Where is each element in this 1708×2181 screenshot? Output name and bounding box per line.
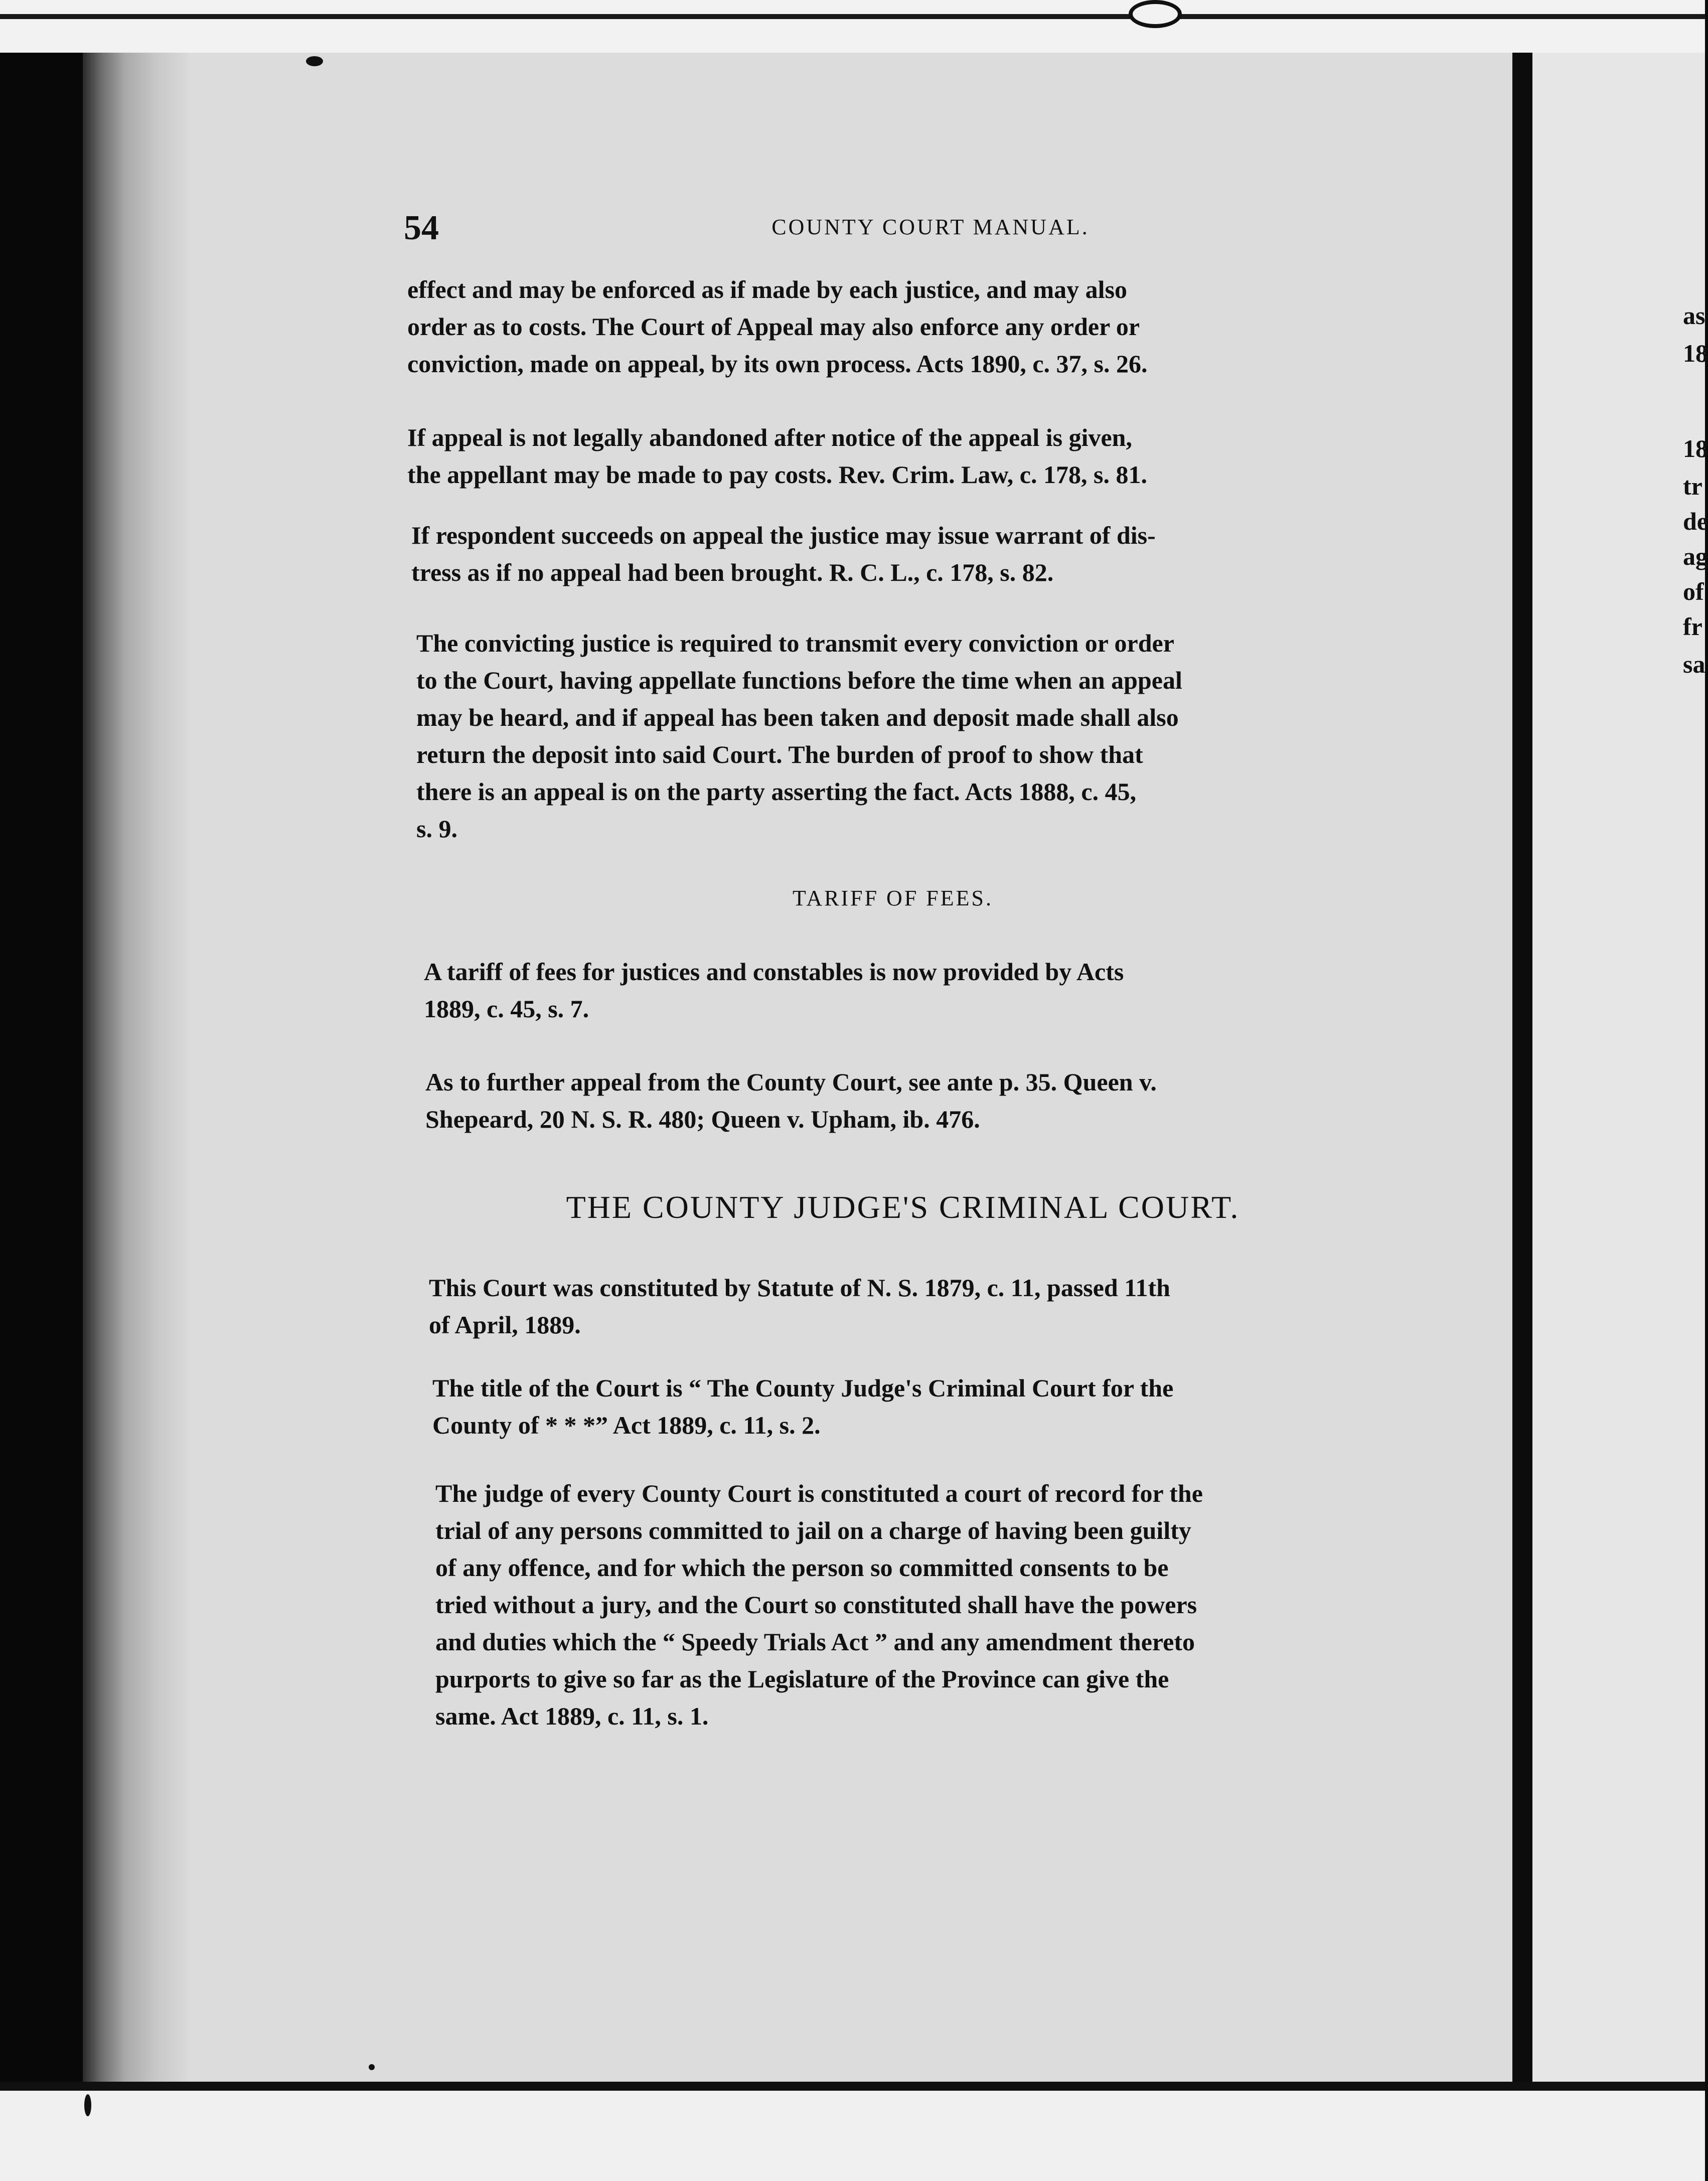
adjacent-page-text: de	[1683, 507, 1708, 535]
paragraph-tariff-fees	[424, 953, 1367, 1027]
paragraph-respondent-succeeds	[411, 517, 1362, 591]
text-line: tried without a jury, and the Court so constituted shall have the powers	[435, 1591, 1197, 1619]
text-line: and duties which the “ Speedy Trials Act ” and any amendment thereto	[435, 1628, 1195, 1656]
adjacent-page-text: tr	[1683, 472, 1702, 500]
text-line: conviction, made on appeal, by its own process. Acts 1890, c. 37, s. 26.	[407, 350, 1148, 378]
scan-speck	[84, 2094, 91, 2116]
text-line: tress as if no appeal had been brought. R. C. L., c. 178, s. 82.	[411, 558, 1054, 586]
paragraph-appeal-orders	[407, 271, 1355, 382]
adjacent-page-text: 18	[1683, 339, 1708, 367]
text-line: effect and may be enforced as if made by each justice, and may also	[407, 275, 1128, 303]
paragraph-further-appeal	[425, 1063, 1368, 1138]
adjacent-page-text: 18	[1683, 434, 1708, 462]
text-line: return the deposit into said Court. The burden of proof to show that	[416, 740, 1143, 768]
text-line: 1889, c. 45, s. 7.	[424, 995, 589, 1023]
paragraph-convicting-justice	[416, 625, 1364, 847]
text-line: there is an appeal is on the party asserting the fact. Acts 1888, c. 45,	[416, 777, 1137, 806]
text-line: same. Act 1889, c. 11, s. 1.	[435, 1702, 709, 1730]
text-line: The title of the Court is “ The County Judge's Criminal Court for the	[432, 1374, 1174, 1402]
text-line: to the Court, having appellate functions before the time when an appeal	[416, 666, 1182, 694]
paragraph-court-title	[432, 1369, 1380, 1444]
text-line: s. 9.	[416, 815, 457, 843]
text-line: County of * * *” Act 1889, c. 11, s. 2.	[432, 1411, 821, 1439]
scan-speck	[1129, 0, 1182, 28]
text-line: As to further appeal from the County Court, see ante p. 35. Queen v.	[425, 1068, 1157, 1096]
page-number: 54	[404, 209, 439, 247]
text-line: This Court was constituted by Statute of N. S. 1879, c. 11, passed 11th	[429, 1274, 1170, 1302]
adjacent-page-text: as	[1683, 301, 1705, 330]
text-line: may be heard, and if appeal has been taken and deposit made shall also	[416, 703, 1179, 731]
adjacent-page-fragment	[1532, 53, 1708, 2082]
adjacent-page-text: fr	[1683, 612, 1702, 641]
film-strip-bottom	[0, 2091, 1705, 2181]
text-line: If respondent succeeds on appeal the justice may issue warrant of dis-	[411, 521, 1156, 549]
running-head: COUNTY COURT MANUAL.	[771, 215, 1090, 239]
paragraph-court-constituted	[429, 1269, 1374, 1343]
section-heading-tariff: TARIFF OF FEES.	[792, 886, 993, 910]
paragraph-appeal-abandoned	[407, 419, 1358, 493]
scan-speck	[306, 56, 323, 66]
film-strip-top	[0, 0, 1705, 53]
text-line: of April, 1889.	[429, 1311, 581, 1339]
page-header	[404, 208, 1407, 253]
text-line: purports to give so far as the Legislature of the Province can give the	[435, 1665, 1169, 1693]
page-edge-shadow	[1512, 53, 1532, 2082]
text-line: The convicting justice is required to transmit every conviction or order	[416, 629, 1174, 657]
paragraph-judge-powers	[435, 1475, 1383, 1735]
text-line: of any offence, and for which the person so committed consents to be	[435, 1553, 1169, 1582]
film-strip-top-rule	[0, 14, 1705, 19]
text-line: trial of any persons committed to jail on a charge of having been guilty	[435, 1516, 1191, 1544]
section-heading-criminal-court: THE COUNTY JUDGE'S CRIMINAL COURT.	[566, 1189, 1240, 1225]
text-line: the appellant may be made to pay costs. Rev. Crim. Law, c. 178, s. 81.	[407, 460, 1147, 489]
text-line: Shepeard, 20 N. S. R. 480; Queen v. Upham, ib. 476.	[425, 1105, 980, 1133]
left-margin-shadow	[0, 53, 83, 2082]
scan-speck	[369, 2064, 375, 2070]
adjacent-page-text: sa	[1683, 650, 1705, 678]
book-binding-gutter	[83, 53, 188, 2082]
text-line: order as to costs. The Court of Appeal may also enforce any order or	[407, 313, 1140, 341]
text-line: If appeal is not legally abandoned after notice of the appeal is given,	[407, 423, 1132, 451]
text-line: A tariff of fees for justices and constables is now provided by Acts	[424, 958, 1124, 986]
adjacent-page-text: of	[1683, 577, 1704, 605]
adjacent-page-text: ag	[1683, 542, 1708, 570]
text-line: The judge of every County Court is constituted a court of record for the	[435, 1479, 1203, 1507]
